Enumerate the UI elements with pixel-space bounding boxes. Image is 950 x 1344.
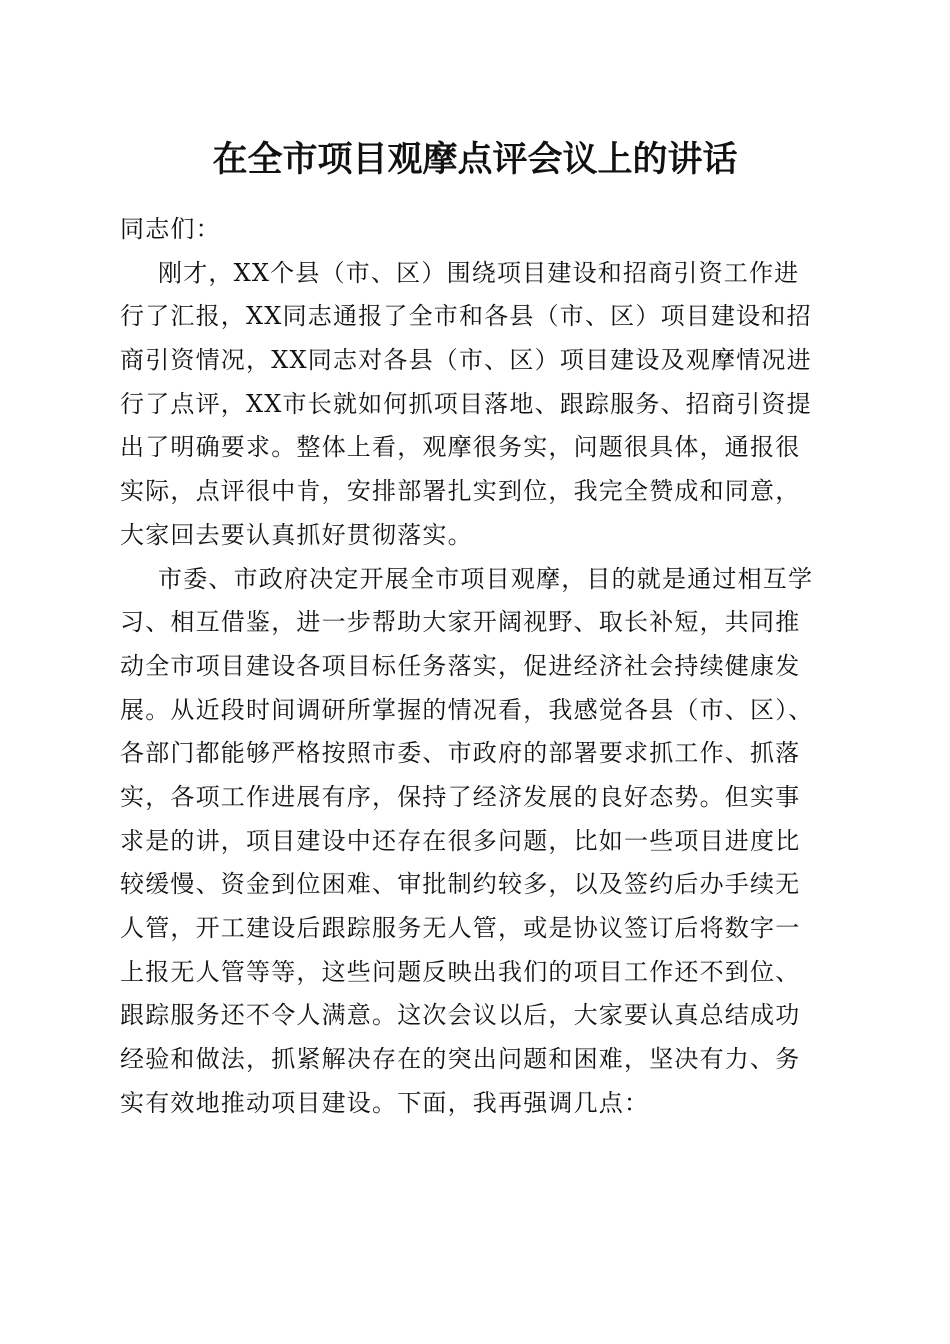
- paragraph-1: [120, 252, 838, 558]
- page-title: 在全市项目观摩点评会议上的讲话: [212, 139, 738, 180]
- text-line: 上报无人管等等，这些问题反映出我们的项目工作还不到位、: [120, 957, 801, 986]
- text-line: 求是的讲，项目建设中还存在很多问题，比如一些项目进度比: [120, 826, 801, 855]
- text-line: 人管，开工建设后跟踪服务无人管，或是协议签订后将数字一: [120, 914, 801, 942]
- text-line: 展。从近段时间调研所掌握的情况看，我感觉各县（市、区）、: [120, 695, 814, 724]
- text-line: 各部门都能够严格按照市委、市政府的部署要求抓工作、抓落: [120, 739, 801, 768]
- text-line: 动全市项目建设各项目标任务落实，促进经济社会持续健康发: [120, 651, 801, 680]
- text-line: 跟踪服务还不令人满意。这次会议以后，大家要认真总结成功: [120, 1001, 801, 1030]
- text-line: 习、相互借鉴，进一步帮助大家开阔视野、取长补短，共同推: [120, 608, 801, 637]
- text-line: 出了明确要求。整体上看，观摩很务实，问题很具体，通报很: [120, 433, 801, 462]
- salutation: 同志们：: [120, 215, 221, 243]
- text-line: 实，各项工作进展有序，保持了经济发展的良好态势。但实事: [120, 782, 801, 811]
- text-line: 行了汇报，XX同志通报了全市和各县（市、区）项目建设和招: [120, 302, 812, 331]
- text-line: 实有效地推动项目建设。下面，我再强调几点：: [120, 1088, 650, 1117]
- text-line: 大家回去要认真抓好贯彻落实。: [120, 520, 473, 549]
- text-line: 实际，点评很中肯，安排部署扎实到位，我完全赞成和同意，: [120, 477, 801, 506]
- document-body: [120, 208, 838, 1125]
- text-line: 刚才，XX个县（市、区）围绕项目建设和招商引资工作进: [158, 258, 800, 287]
- text-line: 较缓慢、资金到位困难、审批制约较多，以及签约后办手续无: [120, 870, 801, 899]
- text-line: 行了点评，XX市长就如何抓项目落地、跟踪服务、招商引资提: [120, 389, 812, 418]
- text-line: 经验和做法，抓紧解决存在的突出问题和困难，坚决有力、务: [120, 1045, 801, 1074]
- text-line: 商引资情况，XX同志对各县（市、区）项目建设及观摩情况进: [120, 346, 812, 375]
- paragraph-2: [120, 558, 838, 1126]
- text-line: 市委、市政府决定开展全市项目观摩，目的就是通过相互学: [158, 564, 814, 593]
